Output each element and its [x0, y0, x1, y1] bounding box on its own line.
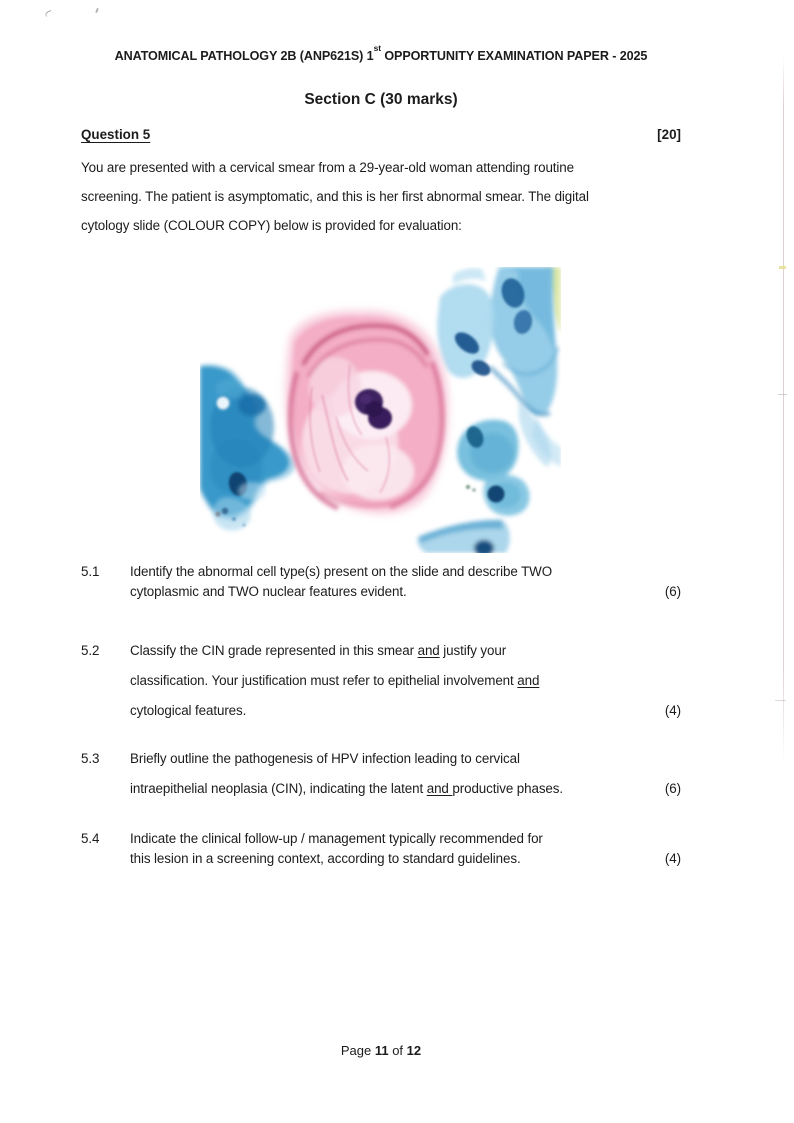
question-5-intro [81, 153, 691, 240]
sub-question-text [130, 829, 665, 869]
sub-question-number: 5.3 [81, 751, 100, 766]
question-line: cytoplasmic and TWO nuclear features evident. [130, 584, 407, 599]
question-5-label: Question 5 [81, 127, 151, 142]
scan-mark [775, 700, 786, 701]
sub-question-5-1 [81, 562, 681, 602]
section-heading: Section C (30 marks) [304, 91, 458, 108]
scan-edge-line [783, 56, 784, 764]
sub-question-marks: (6) [664, 781, 681, 796]
page-number: 11 [374, 1043, 389, 1058]
line-segment: Classify the CIN grade represented in this smear [130, 643, 418, 658]
page-total: 12 [406, 1043, 422, 1058]
sub-question-marks: (4) [664, 703, 681, 718]
paper-title [81, 44, 681, 64]
underlined-word: and [517, 673, 540, 688]
sub-question-5-2 [81, 636, 681, 726]
page-footer [81, 1041, 681, 1061]
question-line [130, 666, 665, 696]
sub-question-number: 5.1 [81, 564, 100, 579]
line-segment: productive phases. [452, 781, 563, 796]
scan-speck [95, 8, 99, 13]
sub-question-5-4 [81, 829, 681, 869]
superscript-st: st [373, 43, 381, 53]
scan-mark [779, 266, 786, 269]
footer-text: of [388, 1043, 407, 1058]
cytology-micrograph [200, 267, 561, 553]
footer-text: Page [340, 1043, 375, 1058]
line-segment: classification. Your justification must refer to epithelial involvement [130, 673, 518, 688]
sub-question-text [130, 744, 665, 804]
sub-question-number: 5.2 [81, 643, 100, 658]
underlined-word: and [426, 781, 453, 796]
paper-title-text: OPPORTUNITY EXAMINATION PAPER - 2025 [380, 49, 648, 64]
line-segment: intraepithelial neoplasia (CIN), indicating the latent [130, 781, 427, 796]
question-line: Briefly outline the pathogenesis of HPV infection leading to cervical [130, 751, 520, 766]
sub-question-text [130, 562, 665, 602]
question-line: Identify the abnormal cell type(s) present on the slide and describe TWO [130, 564, 553, 579]
sub-question-text [130, 636, 665, 726]
sub-question-marks: (6) [664, 584, 681, 599]
scan-mark [778, 394, 787, 395]
question-line: Indicate the clinical follow-up / management typically recommended for [130, 831, 543, 846]
question-line [130, 636, 665, 666]
underlined-word: and [417, 643, 440, 658]
cytology-slide-image [200, 267, 561, 553]
question-5-total-marks: [20] [657, 127, 681, 142]
line-segment: justify your [439, 643, 507, 658]
question-line: cytological features. [130, 703, 247, 718]
question-5-header [81, 125, 681, 145]
sub-question-number: 5.4 [81, 831, 100, 846]
question-line: this lesion in a screening context, according to standard guidelines. [130, 851, 521, 866]
intro-line: screening. The patient is asymptomatic, and this is her first abnormal smear. The digital [81, 189, 589, 204]
scan-speck [44, 10, 52, 17]
sub-question-marks: (4) [664, 851, 681, 866]
intro-line: cytology slide (COLOUR COPY) below is provided for evaluation: [81, 218, 462, 233]
paper-title-text: ANATOMICAL PATHOLOGY 2B (ANP621S) 1 [114, 49, 374, 64]
sub-question-5-3 [81, 744, 681, 804]
intro-line: You are presented with a cervical smear from a 29-year-old woman attending routine [81, 160, 574, 175]
question-line [130, 774, 665, 804]
